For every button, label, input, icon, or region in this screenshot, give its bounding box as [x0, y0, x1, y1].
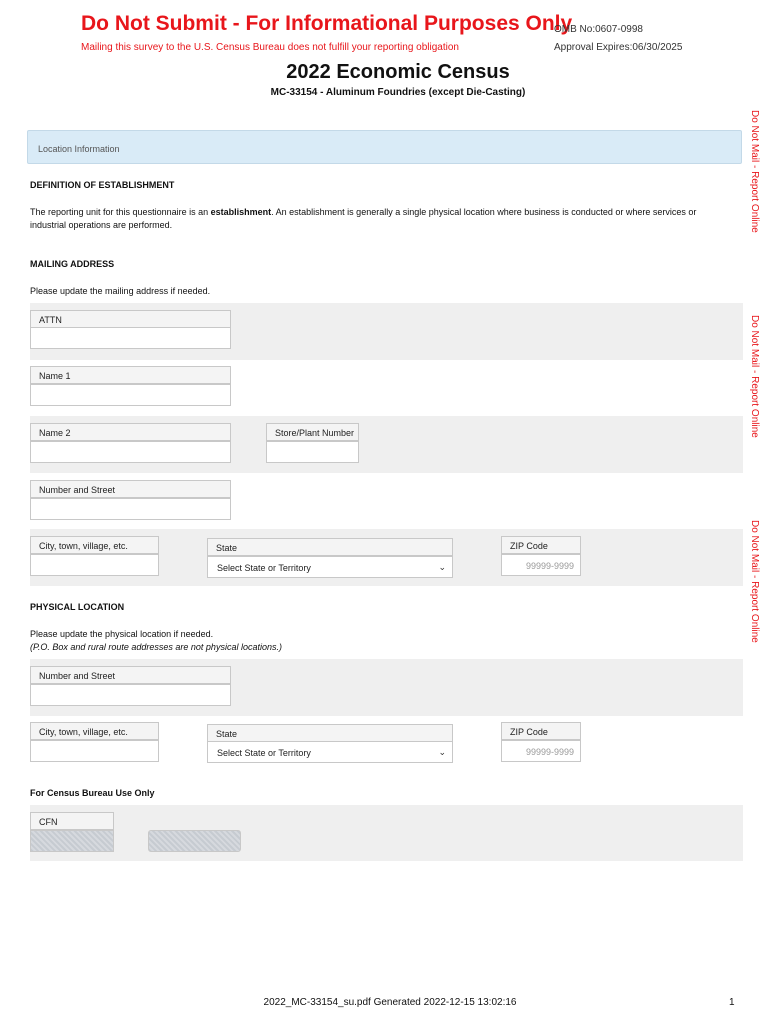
mailing-street-label: Number and Street: [30, 480, 231, 498]
physical-note: (P.O. Box and rural route addresses are not physical locations.): [30, 642, 282, 652]
chevron-down-icon: ⌄: [438, 747, 446, 757]
footer-generated: 2022_MC-33154_su.pdf Generated 2022-12-15 13:02:16: [263, 997, 517, 1008]
physical-instructions: Please update the physical location if needed.: [30, 629, 214, 639]
physical-zip-input[interactable]: 99999-9999: [501, 740, 581, 762]
physical-state-label: State: [207, 724, 453, 742]
page-title: 2022 Economic Census: [286, 61, 510, 83]
band-cfn: [30, 805, 743, 861]
bureau-use-heading: For Census Bureau Use Only: [30, 788, 155, 798]
establishment-term: establishment: [210, 207, 272, 217]
definition-heading: DEFINITION OF ESTABLISHMENT: [30, 180, 175, 190]
mailing-state-label: State: [207, 538, 453, 556]
omb-number: OMB No:0607-0998: [554, 24, 643, 35]
attn-label: ATTN: [30, 310, 231, 328]
warning-title: Do Not Submit - For Informational Purposes Only: [81, 12, 573, 35]
mailing-instructions: Please update the mailing address if needed.: [30, 286, 211, 296]
physical-zip-label: ZIP Code: [501, 722, 581, 740]
mailing-state-select[interactable]: [207, 556, 453, 578]
name1-label: Name 1: [30, 366, 231, 384]
cfn-label: CFN: [30, 812, 114, 830]
physical-state-select[interactable]: [207, 741, 453, 763]
store-plant-input[interactable]: [266, 441, 359, 463]
mailing-zip-input[interactable]: 99999-9999: [501, 554, 581, 576]
physical-city-label: City, town, village, etc.: [30, 722, 159, 740]
physical-location-heading: PHYSICAL LOCATION: [30, 602, 125, 612]
section-header-location[interactable]: [27, 130, 742, 164]
mailing-state-selected: Select State or Territory: [217, 563, 311, 573]
physical-state-selected: Select State or Territory: [217, 748, 311, 758]
mailing-city-label: City, town, village, etc.: [30, 536, 159, 554]
mailing-street-input[interactable]: [30, 498, 231, 520]
mailing-zip-label: ZIP Code: [501, 536, 581, 554]
mailing-city-input[interactable]: [30, 554, 159, 576]
approval-expiration: Approval Expires:06/30/2025: [554, 42, 683, 53]
attn-input[interactable]: [30, 327, 231, 349]
name2-label: Name 2: [30, 423, 231, 441]
name2-input[interactable]: [30, 441, 231, 463]
cfn-field-disabled: [30, 830, 114, 852]
name1-input[interactable]: [30, 384, 231, 406]
cfn-secondary-field-disabled: [148, 830, 241, 852]
physical-street-label: Number and Street: [30, 666, 231, 684]
warning-subtitle: Mailing this survey to the U.S. Census Bureau does not fulfill your reporting obligation: [81, 42, 459, 53]
side-note-3: Do Not Mail - Report Online: [749, 520, 760, 643]
store-plant-label: Store/Plant Number: [266, 423, 359, 441]
form-subtitle: MC-33154 - Aluminum Foundries (except Die-Casting): [270, 87, 526, 98]
physical-street-input[interactable]: [30, 684, 231, 706]
page-number: 1: [729, 997, 735, 1008]
definition-text: The reporting unit for this questionnaire is an establishment. An establishment is generally a single physical location where business is conducted or where services or industrial operations are performed.: [30, 207, 697, 230]
physical-city-input[interactable]: [30, 740, 159, 762]
section-header-label: Location Information: [38, 144, 120, 154]
chevron-down-icon: ⌄: [438, 562, 446, 572]
mailing-address-heading: MAILING ADDRESS: [30, 259, 115, 269]
side-note-1: Do Not Mail - Report Online: [749, 110, 760, 233]
side-note-2: Do Not Mail - Report Online: [749, 315, 760, 438]
